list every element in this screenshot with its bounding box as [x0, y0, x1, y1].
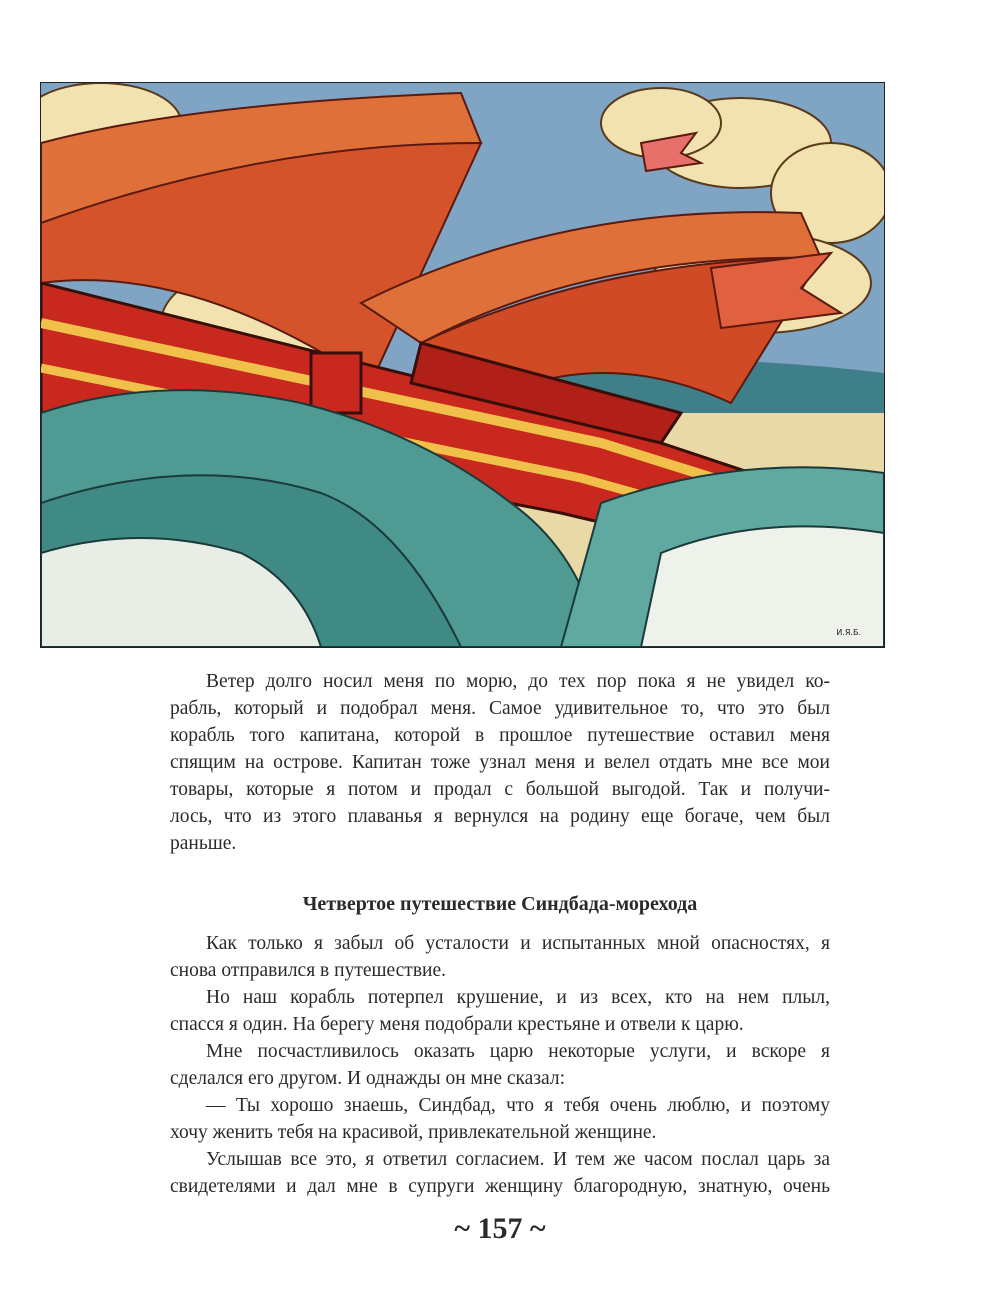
text-line: Мне посчастливилось оказать царю некоторые услуги, и вскоре я — [206, 1041, 830, 1062]
signature: И.Я.Б. — [836, 628, 861, 637]
text-line: товары, которые я потом и продал с большой выгодой. Так и получи- — [170, 779, 830, 800]
text-line: Ветер долго носил меня по морю, до тех пор пока я не увидел ко- — [206, 671, 830, 692]
ship-in-storm-picture — [41, 83, 884, 647]
text-line: рабль, который и подобрал меня. Самое удивительное то, что это был — [170, 698, 830, 719]
text-line: свидетелями и дал мне в супруги женщину благородную, знатную, очень — [170, 1176, 830, 1197]
page-number: ~ 157 ~ — [454, 1212, 546, 1245]
text-line: Как только я забыл об усталости и испытанных мной опасностях, я — [206, 933, 830, 954]
ship-illustration — [40, 82, 885, 648]
text-line: раньше. — [170, 833, 237, 854]
text-line: снова отправился в путешествие. — [170, 960, 446, 981]
text-line: Но наш корабль потерпел крушение, и из всех, кто на нем плыл, — [206, 987, 830, 1008]
paragraph-2 — [170, 930, 830, 1200]
text-line: хочу женить тебя на красивой, привлекательной женщине. — [170, 1122, 657, 1143]
paragraph-1 — [170, 668, 830, 857]
text-line: корабль того капитана, которой в прошлое путешествие оставил меня — [170, 725, 830, 746]
text-line: — Ты хорошо знаешь, Синдбад, что я тебя очень люблю, и поэтому — [206, 1095, 830, 1116]
text-line: спасся я один. На берегу меня подобрали крестьяне и отвели к царю. — [170, 1014, 744, 1035]
chapter-title: Четвертое путешествие Синдбада-морехода — [302, 893, 698, 915]
text-line: Услышав все это, я ответил согласием. И тем же часом послал царь за — [206, 1149, 830, 1170]
body-text — [170, 668, 830, 1200]
text-line: лось, что из этого плаванья я вернулся на родину еще богаче, чем был — [170, 806, 830, 827]
text-line: сделался его другом. И однажды он мне сказал: — [170, 1068, 566, 1089]
text-line: спящим на острове. Капитан тоже узнал меня и велел отдать мне все мои — [170, 752, 830, 773]
